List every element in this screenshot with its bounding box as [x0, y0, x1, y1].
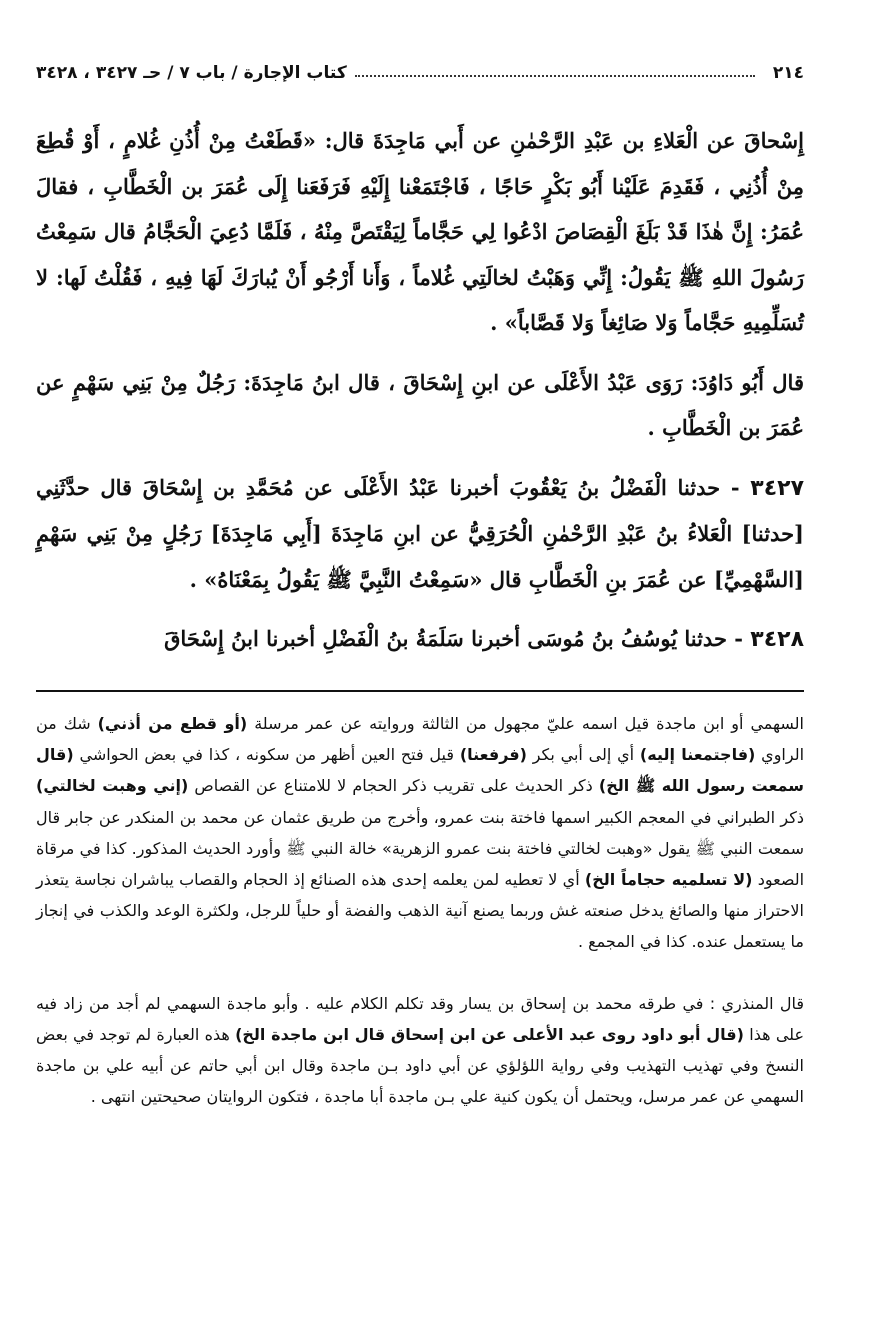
footnote-lemma: (قال سمعت رسول الله ﷺ الخ) — [36, 745, 804, 796]
abu-dawud-comment: قال أَبُو دَاوُدَ: رَوَى عَبْدُ الأَعْلَى عن ابنِ إِسْحَاقَ ، قال ابنُ مَاجِدَةَ: رَجُلٌ مِنْ بَنِي سَهْمٍ عن عُمَرَ بن الْخَطَّابِ . — [36, 369, 804, 440]
page-number: ٢١٤ — [772, 63, 804, 83]
dotted-leader — [355, 75, 755, 77]
footnote-text: السهمي أو ابن ماجدة قيل اسمه عليّ مجهول من الثالثة وروايته عن عمر مرسلة — [247, 714, 804, 733]
footnote-divider — [36, 690, 804, 692]
hadith-text: - حدثنا يُوسُفُ بنُ مُوسَى أخبرنا سَلَمَةُ بنُ الْفَضْلِ أخبرنا ابنُ إِسْحَاقَ — [164, 626, 743, 651]
hadith-continuation: إِسْحاقَ عن الْعَلاءِ بن عَبْدِ الرَّحْمٰنِ عن أَبي مَاجِدَةَ قال: «قَطَعْتُ مِنْ أُذُنِ غُلامٍ ، أَوْ قُطِعَ مِنْ أُذُنِي ، فَقَدِمَ عَلَيْنا أَبُو بَكْرٍ حَاجًا ، فَاجْتَمَعْنا إِلَيْهِ فَرَفَعَنا إِلَى عُمَرَ بن الْخَطَّابِ ، فقالَ عُمَرُ: إِنَّ هٰذَا قَدْ بَلَغَ الْقِصَاصَ ادْعُوا لِي حَجَّاماً لِيَقْتَصَّ مِنْهُ ، فَلَمَّا دُعِيَ الْحَجَّامُ قال سَمِعْتُ رَسُولَ اللهِ ﷺ يَقُولُ: إِنِّي وَهَبْتُ لخالَتِي غُلاماً ، وَأَنا أَرْجُو أَنْ يُبارَكَ لَهَا فِيهِ ، فَقُلْتُ لَها: لا تُسَلِّمِيهِ حَجَّاماً وَلا صَائِغاً وَلا قَصَّاباً» . — [36, 128, 804, 335]
footnote-text: أي إلى أبي بكر — [526, 745, 640, 765]
hadith-3427 — [36, 465, 804, 603]
footnote-text: قيل فتح العين أظهر من سكونه ، كذا في بعض الحواشي — [73, 745, 460, 765]
footnote-lemma: (أو قطع من أذني) — [97, 714, 248, 733]
main-text — [36, 118, 804, 677]
footnote-text: هذه العبارة لم توجد في بعض النسخ وفي تهذيب التهذيب وفي رواية اللؤلؤي عن أبي داود بـن ماجدة وقال ابن أبي حاتم عن أبيه علي بن ماجدة السهمي عن عمر مرسل، ويحتمل أن يكون كنية علي بـن ماجدة أبا ماجدة ، فتكون الروايتان صحيحتين انتهى . — [36, 1024, 804, 1107]
footnote-text: أي لا تعطيه لمن يعلمه إحدى هذه الصنائع إذ الحجام والقصاب يباشران نجاسة يتعذر الاحتراز منها والصائغ يدخل صنعته غش وربما يصنع آنية الذهب والفضة أو حلياً للرجل، ولكثرة الوعد والكذب في إنجاز ما يستعمل عنده. كذا في المجمع . — [36, 870, 804, 952]
footnote-text: شك من الراوي — [36, 714, 805, 765]
footnote-mundhiri — [36, 988, 804, 1113]
footnote-text: ذكر الطبراني في المعجم الكبير اسمها فاختة بنت عمرو، وأخرج من طريق عثمان عن محمد بن المنكدر عن جابر قال سمعت النبي ﷺ يقول «وهبت لخالتي فاختة بنت عمرو الزهرية» خالة النبي ﷺ وأورد الحديث المذكور. كذا في مرقاة الصعود — [36, 807, 805, 890]
hadith-number: ٣٤٢٧ — [750, 475, 804, 501]
hadith-3428 — [36, 616, 804, 663]
footnote-commentary — [36, 708, 804, 958]
footnote-lemma: (لا تسلميه حجاماً الخ) — [584, 870, 753, 890]
hadith-text: - حدثنا الْفَضْلُ بنُ يَعْقُوبَ أخبرنا عَبْدُ الأَعْلَى عن مُحَمَّدِ بن إِسْحَاقَ قال حدَّثَنِي [حدثنا] الْعَلاءُ بنُ عَبْدِ الرَّحْمٰنِ الْحُرَقِيُّ عن ابنِ مَاجِدَةَ [أَبِي مَاجِدَةَ] رَجُلٍ مِنْ بَنِي سَهْمٍ [السَّهْمِيِّ] عن عُمَرَ بنِ الْخَطَّابِ قال «سَمِعْتُ النَّبِيَّ ﷺ يَقُولُ بِمَعْنَاهُ» . — [36, 474, 804, 592]
footnote-lemma: (قال أبو داود روى عبد الأعلى عن ابن إسحاق قال ابن ماجدة الخ) — [235, 1024, 744, 1044]
running-title: كتاب الإجارة / باب ٧ / حـ ٣٤٢٧ ، ٣٤٢٨ — [36, 63, 347, 83]
running-header — [36, 58, 804, 88]
hadith-number: ٣٤٢٨ — [750, 627, 804, 652]
footnote-text: ذكر الحديث على تقريب ذكر الحجام لا للامتناع عن القصاص — [188, 776, 599, 796]
footnote-lemma: (إني وهبت لخالتي) — [36, 776, 189, 796]
footnote-lemma: (فاجتمعنا إليه) — [639, 745, 756, 765]
footnote-text: قال المنذري : في طرقه محمد بن إسحاق بن يسار وقد تكلم الكلام عليه . وأبو ماجدة السهمي لم أجد من زاد فيه على هذا — [36, 993, 805, 1044]
footnotes — [36, 708, 804, 1142]
footnote-lemma: (فرفعنا) — [459, 745, 527, 765]
